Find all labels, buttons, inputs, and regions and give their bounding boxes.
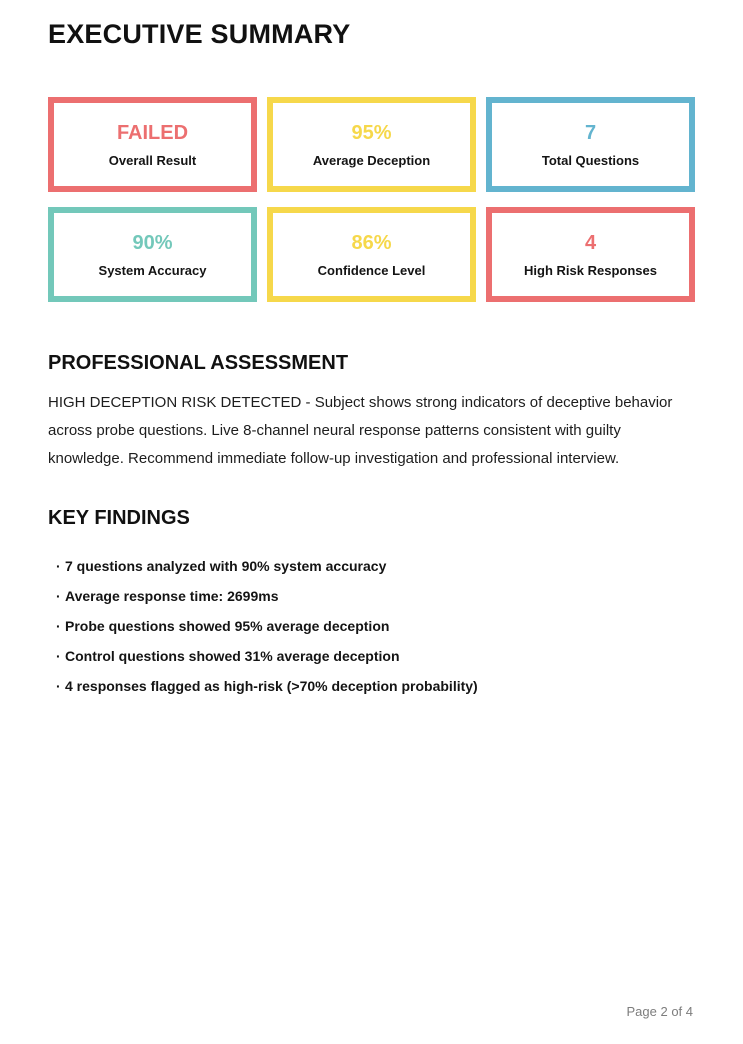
bullet-icon: · — [56, 678, 61, 694]
confidence-level-card-value: 86% — [351, 231, 392, 254]
system-accuracy-card-label: System Accuracy — [98, 262, 207, 278]
finding-text: 7 questions analyzed with 90% system accuracy — [65, 558, 387, 574]
bullet-icon: · — [56, 588, 61, 604]
bullet-icon: · — [56, 648, 61, 664]
average-deception-card-label: Average Deception — [312, 152, 431, 168]
confidence-level-card-label: Confidence Level — [317, 262, 426, 278]
finding-item — [56, 581, 695, 611]
summary-card-confidence-level — [267, 207, 476, 302]
high-risk-responses-card-label: High Risk Responses — [524, 262, 657, 278]
system-accuracy-card-value: 90% — [132, 231, 173, 254]
total-questions-card-value: 7 — [584, 121, 597, 144]
key-findings-list — [48, 551, 695, 701]
average-deception-card-value: 95% — [351, 121, 392, 144]
finding-text: Average response time: 2699ms — [65, 588, 279, 604]
finding-text: 4 responses flagged as high-risk (>70% deception probability) — [65, 678, 478, 694]
professional-assessment-heading: PROFESSIONAL ASSESSMENT — [48, 352, 349, 374]
summary-card-total-questions — [486, 97, 695, 192]
page-title: EXECUTIVE SUMMARY — [48, 19, 351, 49]
professional-assessment-body: HIGH DECEPTION RISK DETECTED - Subject shows strong indicators of deceptive behavior across probe questions. Live 8-channel neural response patterns consistent with guilty knowledge. Recommend immediate follow-up investigation and professional interview. — [48, 394, 673, 467]
summary-card-average-deception — [267, 97, 476, 192]
overall-result-card-value: FAILED — [116, 121, 189, 144]
key-findings-section — [48, 507, 695, 701]
key-findings-heading: KEY FINDINGS — [48, 507, 190, 529]
bullet-icon: · — [56, 618, 61, 634]
summary-card-high-risk-responses — [486, 207, 695, 302]
high-risk-responses-card-value: 4 — [584, 231, 597, 254]
finding-item — [56, 611, 695, 641]
finding-text: Control questions showed 31% average deception — [65, 648, 400, 664]
finding-text: Probe questions showed 95% average deception — [65, 618, 390, 634]
overall-result-card-label: Overall Result — [108, 152, 197, 168]
total-questions-card-label: Total Questions — [541, 152, 640, 168]
summary-card-overall-result — [48, 97, 257, 192]
page-number: Page 2 of 4 — [626, 1004, 693, 1019]
summary-card-system-accuracy — [48, 207, 257, 302]
bullet-icon: · — [56, 558, 61, 574]
finding-item — [56, 671, 695, 701]
professional-assessment-section — [48, 352, 695, 473]
finding-item — [56, 551, 695, 581]
summary-cards-grid — [48, 97, 695, 302]
finding-item — [56, 641, 695, 671]
